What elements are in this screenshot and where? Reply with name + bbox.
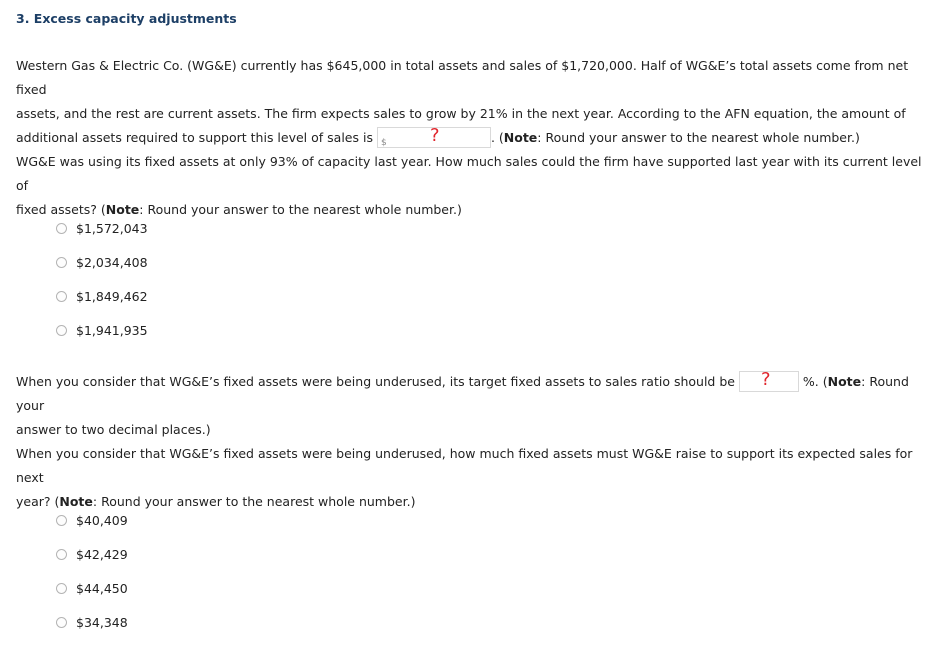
q2-option-4[interactable] (56, 322, 148, 338)
question-1-text (16, 54, 932, 150)
radio-button[interactable] (56, 515, 67, 526)
q2-option-3[interactable] (56, 288, 148, 304)
radio-button[interactable] (56, 257, 67, 268)
note-label: Note (59, 494, 93, 509)
radio-button[interactable] (56, 325, 67, 336)
option-label: $34,348 (76, 614, 128, 630)
option-label: $42,429 (76, 546, 128, 562)
radio-button[interactable] (56, 549, 67, 560)
question-2-text (16, 150, 932, 222)
option-label: $1,849,462 (76, 288, 148, 304)
radio-button[interactable] (56, 583, 67, 594)
radio-button[interactable] (56, 291, 67, 302)
ratio-answer-input[interactable] (739, 368, 799, 392)
afn-answer-input[interactable] (377, 124, 491, 148)
q2-line-1: WG&E was using its fixed assets at only 93% of capacity last year. How much sales could the firm have supported last year with its current level of (16, 154, 922, 193)
q2-option-2[interactable] (56, 254, 148, 270)
radio-button[interactable] (56, 617, 67, 628)
q3-line-2: answer to two decimal places.) (16, 422, 211, 437)
q3-line-1: When you consider that WG&E’s fixed assets were being underused, its target fixed assets to sales ratio should be ? %. (Note: Round your (16, 368, 909, 413)
question-mark-icon: ? (760, 368, 771, 390)
option-label: $1,941,935 (76, 322, 148, 338)
q4-line-1: When you consider that WG&E’s fixed assets were being underused, how much fixed assets must WG&E raise to support its expected sales for next (16, 446, 913, 485)
option-label: $40,409 (76, 512, 128, 528)
note-label: Note (105, 202, 140, 217)
question-4-text (16, 442, 932, 514)
q1-line-3: additional assets required to support this level of sales is $ ? . (Note: Round your answer to the nearest whole number.) (16, 126, 932, 150)
q4-line-2: year? (Note: Round your answer to the nearest whole number.) (16, 494, 416, 509)
q2-option-1[interactable] (56, 220, 148, 236)
question-mark-icon: ? (429, 124, 440, 146)
q4-option-3[interactable] (56, 580, 128, 596)
radio-button[interactable] (56, 223, 67, 234)
q4-option-2[interactable] (56, 546, 128, 562)
q2-line-2: fixed assets? (Note: Round your answer to the nearest whole number.) (16, 202, 462, 217)
option-label: $1,572,043 (76, 220, 148, 236)
option-label: $44,450 (76, 580, 128, 596)
note-label: Note (827, 374, 862, 389)
q1-line-1: Western Gas & Electric Co. (WG&E) currently has $645,000 in total assets and sales of $1,720,000. Half of WG&E’s total assets come from net fixed (16, 58, 909, 97)
section-title: 3. Excess capacity adjustments (16, 11, 237, 26)
q4-option-1[interactable] (56, 512, 128, 528)
note-label: Note (503, 130, 538, 145)
dollar-prefix: $ (380, 137, 387, 148)
option-label: $2,034,408 (76, 254, 148, 270)
q1-line-2: assets, and the rest are current assets. The firm expects sales to grow by 21% in the next year. According to the AFN equation, the amount of (16, 106, 906, 121)
question-3-text (16, 370, 932, 442)
q4-option-4[interactable] (56, 614, 128, 630)
